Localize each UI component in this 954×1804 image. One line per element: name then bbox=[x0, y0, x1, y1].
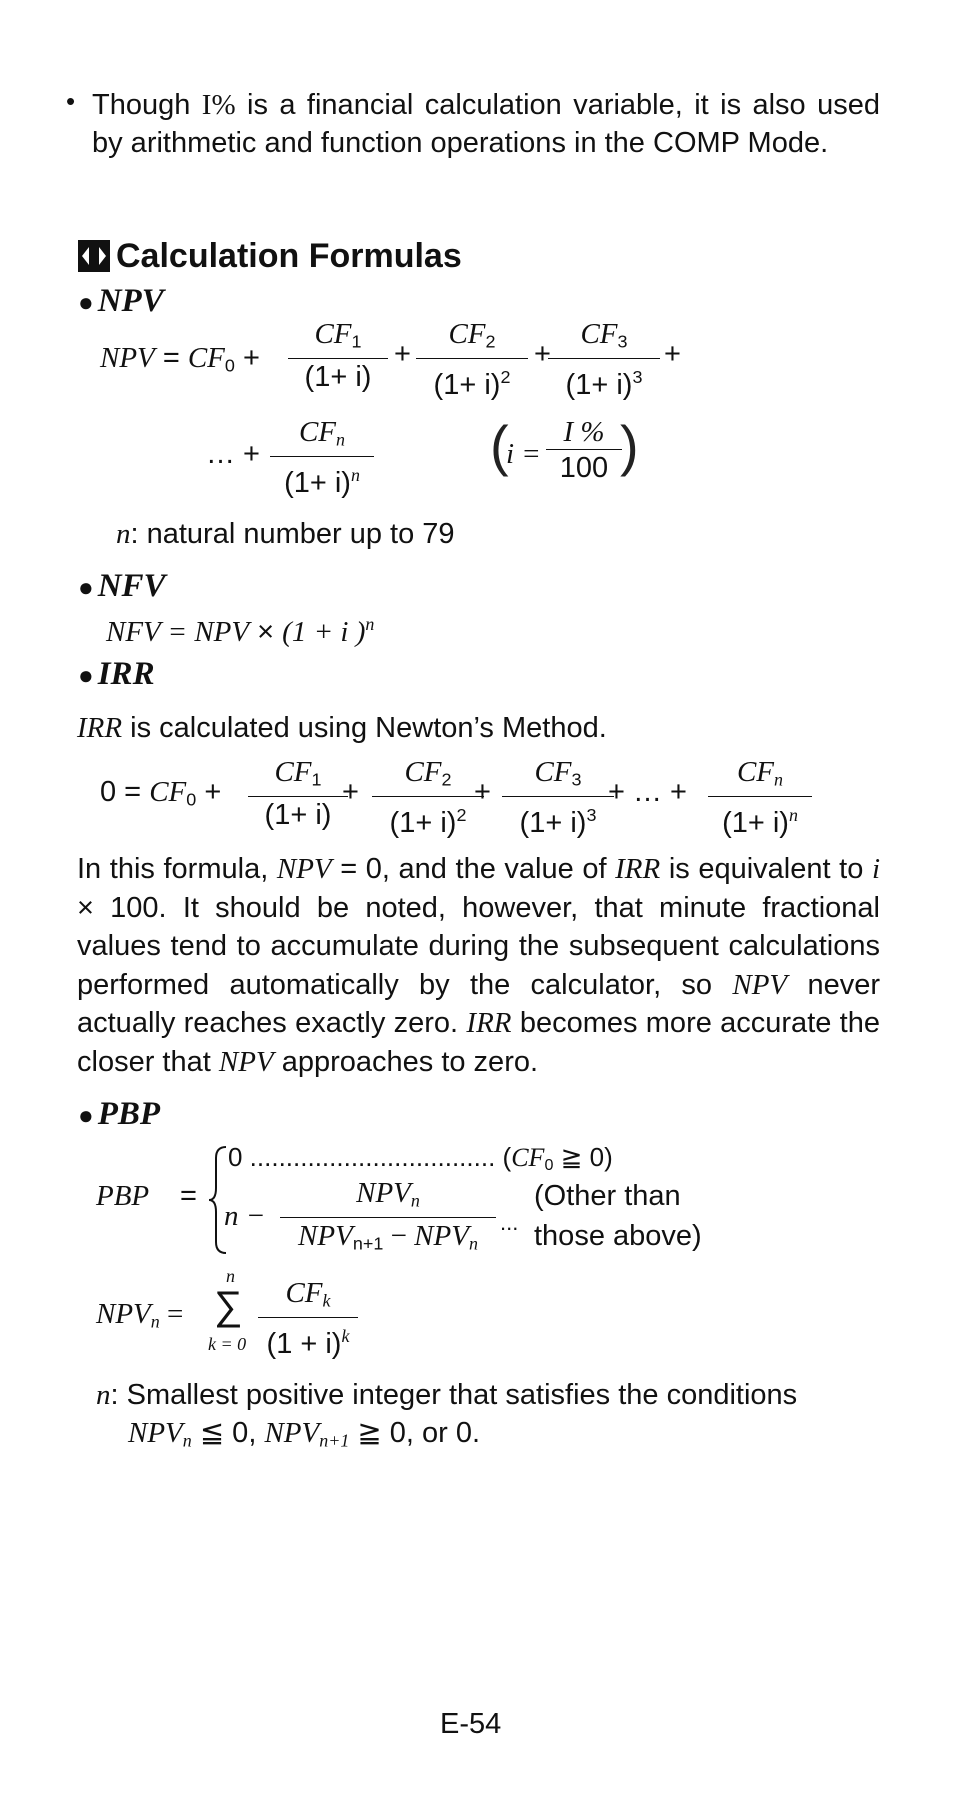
pbp-n-note: n: Smallest positive integer that satisfies the conditions $NPV_n$ ≦ 0, $NPV_{n+1}$ ≧ 0, or 0. bbox=[96, 1379, 798, 1451]
npv-term-3: $CF_3$ $(1+ i)^3$ bbox=[548, 317, 660, 403]
nfv-formula: NFV = NPV × (1 + i )$^n$ bbox=[106, 614, 375, 648]
npv-term-n: $CF_n$ $(1+ i)^n$ bbox=[270, 415, 374, 501]
npv-term-2: $CF_2$ $(1+ i)^2$ bbox=[416, 317, 528, 403]
irr-desc: IRR is calculated using Newton’s Method. bbox=[77, 712, 607, 744]
page-number: E-54 bbox=[440, 1708, 502, 1740]
intro-note bbox=[92, 86, 880, 162]
irr-term-1: $CF_1$ (1+ i) bbox=[248, 755, 348, 833]
npv-term-1: $CF_1$ (1+ i) bbox=[288, 317, 388, 395]
npv-n-note: n: natural number up to 79 bbox=[116, 518, 455, 550]
nfv-heading: ● NFV bbox=[78, 568, 166, 604]
intro-var: I% bbox=[201, 89, 236, 121]
npv-plus: + bbox=[242, 342, 260, 374]
section-marker-icon bbox=[78, 240, 110, 272]
section-title: Calculation Formulas bbox=[116, 237, 462, 275]
irr-term-3: $CF_3$ $(1+ i)^3$ bbox=[502, 755, 614, 841]
npv-plus-3: + bbox=[534, 338, 551, 370]
section-heading bbox=[78, 236, 462, 276]
pbp-heading: ● PBP bbox=[78, 1096, 161, 1132]
intro-bullet: • bbox=[66, 86, 76, 116]
irr-explanation: In this formula, NPV = 0, and the value of IRR is equivalent to i × 100. It should be noted, however, that minute fractional values tend to accumulate during the subsequent calculations performed automatically by the calculator, so NPV never actually reaches exactly zero. IRR becomes more accurate the closer that NPV approaches to zero. bbox=[77, 853, 881, 1078]
irr-term-n: $CF_n$ $(1+ i)^n$ bbox=[708, 755, 812, 841]
intro-before: Though bbox=[92, 89, 191, 121]
irr-term-2: $CF_2$ $(1+ i)^2$ bbox=[372, 755, 484, 841]
npv-heading: ● NPV bbox=[78, 283, 164, 319]
npv-lhs: NPV bbox=[100, 342, 155, 374]
npv-plus-4: + bbox=[664, 338, 681, 370]
npv-eq: = bbox=[162, 342, 180, 374]
irr-heading: ● IRR bbox=[78, 656, 155, 692]
npv-cf0: $CF_0$ bbox=[187, 342, 235, 376]
npv-plus-2: + bbox=[394, 338, 411, 370]
intro-after: is a financial calculation variable, it is also used by arithmetic and function operations in the COMP Mode. bbox=[92, 89, 880, 159]
npv-ellipsis: … + bbox=[206, 438, 260, 470]
